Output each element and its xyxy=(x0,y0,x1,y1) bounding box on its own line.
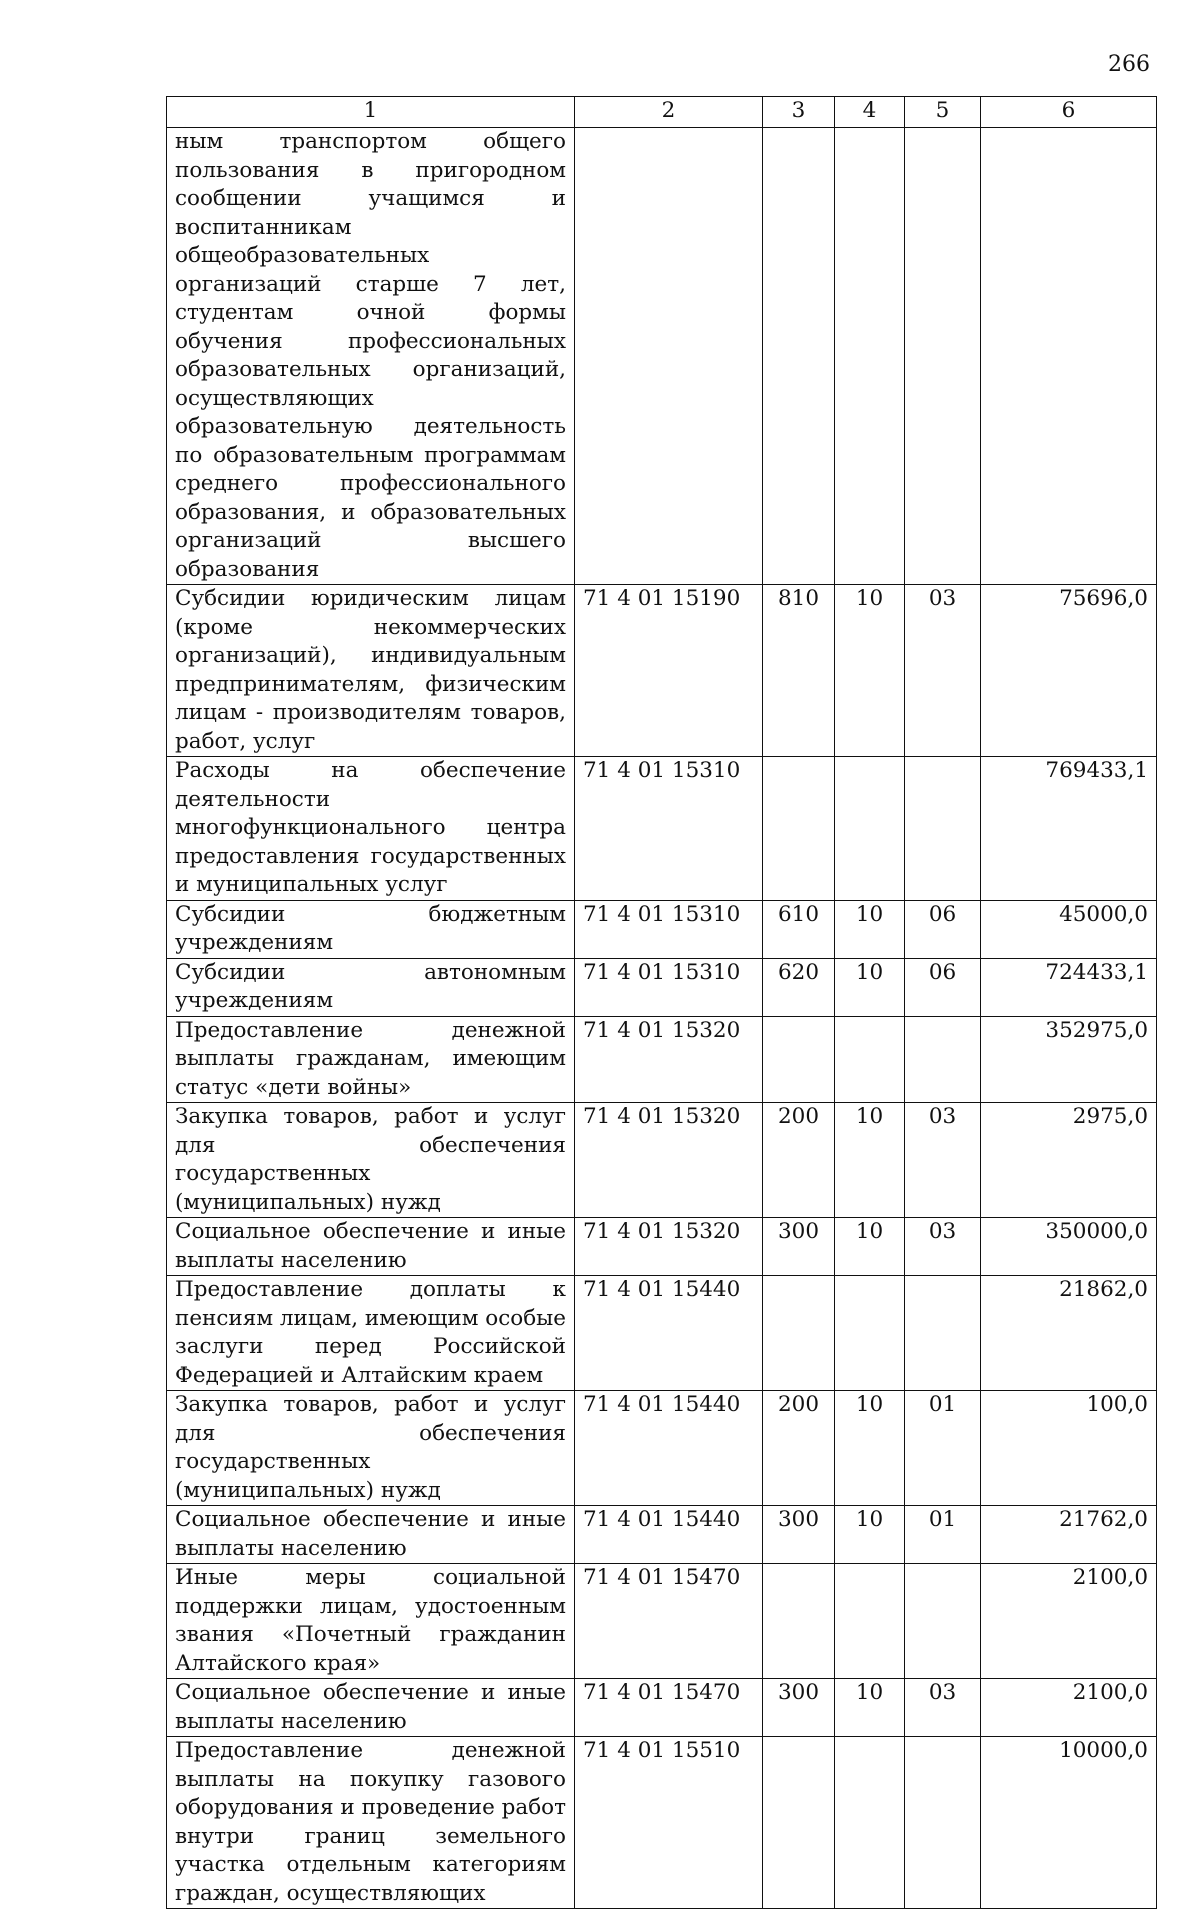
item-amount: 2100,0 xyxy=(981,1679,1157,1737)
item-col3 xyxy=(763,1564,835,1679)
item-name: Расходы на обеспечение деятельности многофункционального центра предоставления государственных и муниципальных услуг xyxy=(167,757,575,901)
column-header: 5 xyxy=(905,97,981,128)
item-col4: 10 xyxy=(835,1391,905,1506)
item-col5 xyxy=(905,1016,981,1103)
item-code: 71 4 01 15320 xyxy=(575,1218,763,1276)
item-amount: 10000,0 xyxy=(981,1737,1157,1909)
item-col3: 300 xyxy=(763,1506,835,1564)
table-row xyxy=(167,128,1157,585)
item-name: Предоставление денежной выплаты гражданам, имеющим статус «дети войны» xyxy=(167,1016,575,1103)
item-code: 71 4 01 15310 xyxy=(575,900,763,958)
item-col4: 10 xyxy=(835,900,905,958)
item-amount: 724433,1 xyxy=(981,958,1157,1016)
item-col4: 10 xyxy=(835,1506,905,1564)
item-col5 xyxy=(905,757,981,901)
item-name: Предоставление доплаты к пенсиям лицам, имеющим особые заслуги перед Российской Федерацией и Алтайским краем xyxy=(167,1276,575,1391)
column-header: 6 xyxy=(981,97,1157,128)
item-col5: 06 xyxy=(905,958,981,1016)
table-row xyxy=(167,1391,1157,1506)
item-col4: 10 xyxy=(835,1218,905,1276)
item-amount: 769433,1 xyxy=(981,757,1157,901)
item-name: Субсидии бюджетным учреждениям xyxy=(167,900,575,958)
item-name: Закупка товаров, работ и услуг для обеспечения государственных (муниципальных) нужд xyxy=(167,1391,575,1506)
item-amount: 2100,0 xyxy=(981,1564,1157,1679)
budget-table xyxy=(166,96,1157,1909)
item-code: 71 4 01 15320 xyxy=(575,1016,763,1103)
item-col5: 06 xyxy=(905,900,981,958)
item-col5 xyxy=(905,1276,981,1391)
item-col4: 10 xyxy=(835,958,905,1016)
item-col3: 620 xyxy=(763,958,835,1016)
table-row xyxy=(167,757,1157,901)
item-code: 71 4 01 15310 xyxy=(575,958,763,1016)
item-col5: 01 xyxy=(905,1391,981,1506)
item-code: 71 4 01 15310 xyxy=(575,757,763,901)
item-name: Закупка товаров, работ и услуг для обеспечения государственных (муниципальных) нужд xyxy=(167,1103,575,1218)
item-amount: 21762,0 xyxy=(981,1506,1157,1564)
item-col4 xyxy=(835,1016,905,1103)
table-row xyxy=(167,1218,1157,1276)
table-row xyxy=(167,1679,1157,1737)
item-col4 xyxy=(835,1276,905,1391)
table-row xyxy=(167,1276,1157,1391)
item-col5 xyxy=(905,128,981,585)
item-code: 71 4 01 15440 xyxy=(575,1391,763,1506)
item-col3: 200 xyxy=(763,1391,835,1506)
table-row xyxy=(167,958,1157,1016)
page-number: 266 xyxy=(1108,52,1150,77)
item-name: Социальное обеспечение и иные выплаты населению xyxy=(167,1218,575,1276)
table-row xyxy=(167,1737,1157,1909)
item-col3: 200 xyxy=(763,1103,835,1218)
item-amount: 100,0 xyxy=(981,1391,1157,1506)
item-col5 xyxy=(905,1737,981,1909)
item-col3 xyxy=(763,757,835,901)
item-col4 xyxy=(835,128,905,585)
table-row xyxy=(167,585,1157,757)
item-name: Социальное обеспечение и иные выплаты населению xyxy=(167,1506,575,1564)
column-header: 1 xyxy=(167,97,575,128)
item-name: Субсидии юридическим лицам (кроме некоммерческих организаций), индивидуальным предпринимателям, физическим лицам - производителям товаров, работ, услуг xyxy=(167,585,575,757)
item-col5: 03 xyxy=(905,1679,981,1737)
item-col4 xyxy=(835,1737,905,1909)
item-col4 xyxy=(835,757,905,901)
item-col3: 610 xyxy=(763,900,835,958)
item-col3 xyxy=(763,128,835,585)
item-code: 71 4 01 15510 xyxy=(575,1737,763,1909)
item-code: 71 4 01 15470 xyxy=(575,1564,763,1679)
table-row xyxy=(167,1016,1157,1103)
item-amount: 350000,0 xyxy=(981,1218,1157,1276)
item-amount xyxy=(981,128,1157,585)
item-name: ным транспортом общего пользования в пригородном сообщении учащимся и воспитанникам общеобразовательных организаций старше 7 лет, студентам очной формы обучения профессиональных образовательных организаций, осуществляющих образовательную деятельность по образовательным программам среднего профессионального образования, и образовательных организаций высшего образования xyxy=(167,128,575,585)
item-code: 71 4 01 15470 xyxy=(575,1679,763,1737)
item-col3 xyxy=(763,1016,835,1103)
item-code: 71 4 01 15440 xyxy=(575,1506,763,1564)
item-amount: 2975,0 xyxy=(981,1103,1157,1218)
item-code: 71 4 01 15440 xyxy=(575,1276,763,1391)
column-header: 4 xyxy=(835,97,905,128)
item-col4: 10 xyxy=(835,585,905,757)
item-amount: 352975,0 xyxy=(981,1016,1157,1103)
item-col3 xyxy=(763,1737,835,1909)
item-name: Предоставление денежной выплаты на покупку газового оборудования и проведение работ внутри границ земельного участка отдельным категориям граждан, осуществляющих xyxy=(167,1737,575,1909)
table-header-row xyxy=(167,97,1157,128)
item-col4 xyxy=(835,1564,905,1679)
column-header: 2 xyxy=(575,97,763,128)
item-name: Субсидии автономным учреждениям xyxy=(167,958,575,1016)
item-name: Социальное обеспечение и иные выплаты населению xyxy=(167,1679,575,1737)
item-col5: 03 xyxy=(905,1103,981,1218)
item-col3: 300 xyxy=(763,1679,835,1737)
column-header: 3 xyxy=(763,97,835,128)
item-col4: 10 xyxy=(835,1103,905,1218)
table-row xyxy=(167,1506,1157,1564)
item-amount: 21862,0 xyxy=(981,1276,1157,1391)
item-amount: 75696,0 xyxy=(981,585,1157,757)
item-col3: 810 xyxy=(763,585,835,757)
item-code: 71 4 01 15320 xyxy=(575,1103,763,1218)
item-col5: 01 xyxy=(905,1506,981,1564)
item-col4: 10 xyxy=(835,1679,905,1737)
table-row xyxy=(167,900,1157,958)
item-col5 xyxy=(905,1564,981,1679)
table-row xyxy=(167,1564,1157,1679)
item-code xyxy=(575,128,763,585)
item-name: Иные меры социальной поддержки лицам, удостоенным звания «Почетный гражданин Алтайского края» xyxy=(167,1564,575,1679)
item-col3: 300 xyxy=(763,1218,835,1276)
item-code: 71 4 01 15190 xyxy=(575,585,763,757)
item-col3 xyxy=(763,1276,835,1391)
item-amount: 45000,0 xyxy=(981,900,1157,958)
item-col5: 03 xyxy=(905,1218,981,1276)
item-col5: 03 xyxy=(905,585,981,757)
table-row xyxy=(167,1103,1157,1218)
